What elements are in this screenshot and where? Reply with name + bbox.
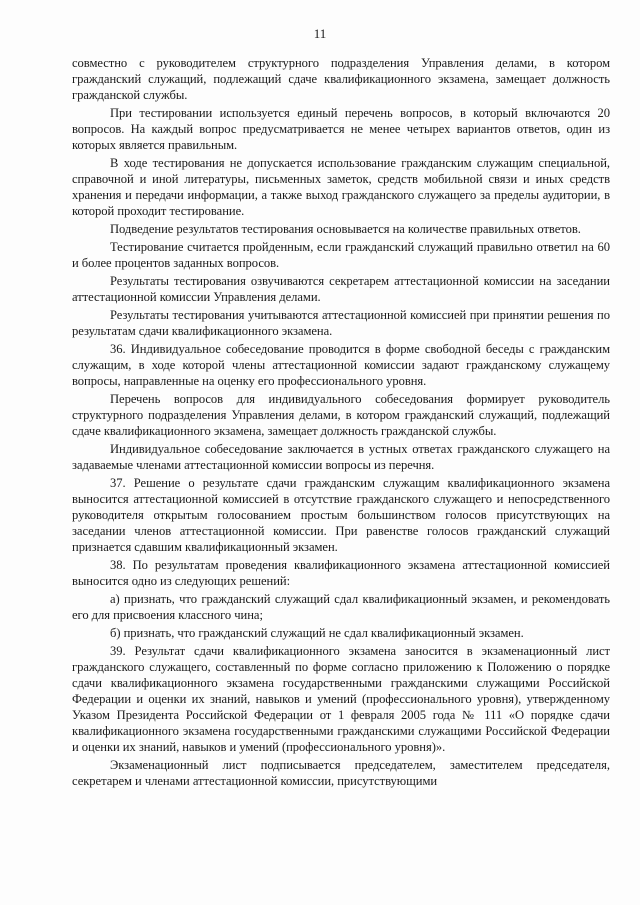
paragraph: Подведение результатов тестирования основывается на количестве правильных ответов. <box>110 222 581 236</box>
list-item: а) признать, что гражданский служащий сдал квалификационный экзамен, и рекомендовать его для присвоения классного чина; <box>72 592 610 622</box>
list-item: б) признать, что гражданский служащий не сдал квалификационный экзамен. <box>110 626 524 640</box>
paragraph: Индивидуальное собеседование заключается в устных ответах гражданского служащего на задаваемые членами аттестационной комиссии вопросы из перечня. <box>72 442 610 472</box>
paragraph: 36. Индивидуальное собеседование проводится в форме свободной беседы с гражданским служащим, в ходе которой члены аттестационной комиссии задают гражданскому служащему вопросы, направленные на оценку его профессионального уровня. <box>72 342 610 388</box>
paragraph: 37. Решение о результате сдачи гражданским служащим квалификационного экзамена выносится аттестационной комиссией в отсутствие гражданского служащего и непосредственного руководителя открытым голосованием простым большинством голосов присутствующих на заседании членов аттестационной комиссии. При равенстве голосов гражданский служащий признается сдавшим квалификационный экзамен. <box>72 476 610 554</box>
document-body <box>72 55 610 791</box>
paragraph: При тестировании используется единый перечень вопросов, в который включаются 20 вопросов. На каждый вопрос предусматривается не менее четырех вариантов ответов, один из которых является правильным. <box>72 106 610 152</box>
page-number: 11 <box>313 26 327 41</box>
paragraph: В ходе тестирования не допускается использование гражданским служащим специальной, справочной и иной литературы, письменных заметок, средств мобильной связи и иных средств хранения и передачи информации, а также выход гражданского служащего за пределы аудитории, в которой проходит тестирование. <box>72 156 610 218</box>
paragraph: Экзаменационный лист подписывается председателем, заместителем председателя, секретарем и членами аттестационной комиссии, присутствующими <box>72 758 610 788</box>
paragraph: 38. По результатам проведения квалификационного экзамена аттестационной комиссией выносится одно из следующих решений: <box>72 558 610 588</box>
paragraph: Тестирование считается пройденным, если гражданский служащий правильно ответил на 60 и более процентов заданных вопросов. <box>72 240 610 270</box>
paragraph: Перечень вопросов для индивидуального собеседования формирует руководитель структурного подразделения Управления делами, в котором гражданский служащий, подлежащий сдаче квалификационного экзамена, замещает должность гражданской службы. <box>72 392 610 438</box>
paragraph: Результаты тестирования озвучиваются секретарем аттестационной комиссии на заседании аттестационной комиссии Управления делами. <box>72 274 610 304</box>
paragraph: 39. Результат сдачи квалификационного экзамена заносится в экзаменационный лист гражданского служащего, составленный по форме согласно приложению к Положению о порядке сдачи квалификационного экзамена государственными гражданскими служащими Российской Федерации и оценки их знаний, навыков и умений (профессионального уровня), утвержденному Указом Президента Российской Федерации от 1 февраля 2005 года № 111 «О порядке сдачи квалификационного экзамена государственными гражданскими служащими Российской Федерации и оценки их знаний, навыков и умений (профессионального уровня)». <box>72 644 610 754</box>
paragraph: совместно с руководителем структурного подразделения Управления делами, в котором гражданский служащий, подлежащий сдаче квалификационного экзамена, замещает должность гражданской службы. <box>72 56 610 102</box>
paragraph: Результаты тестирования учитываются аттестационной комиссией при принятии решения по результатам сдачи квалификационного экзамена. <box>72 308 610 338</box>
